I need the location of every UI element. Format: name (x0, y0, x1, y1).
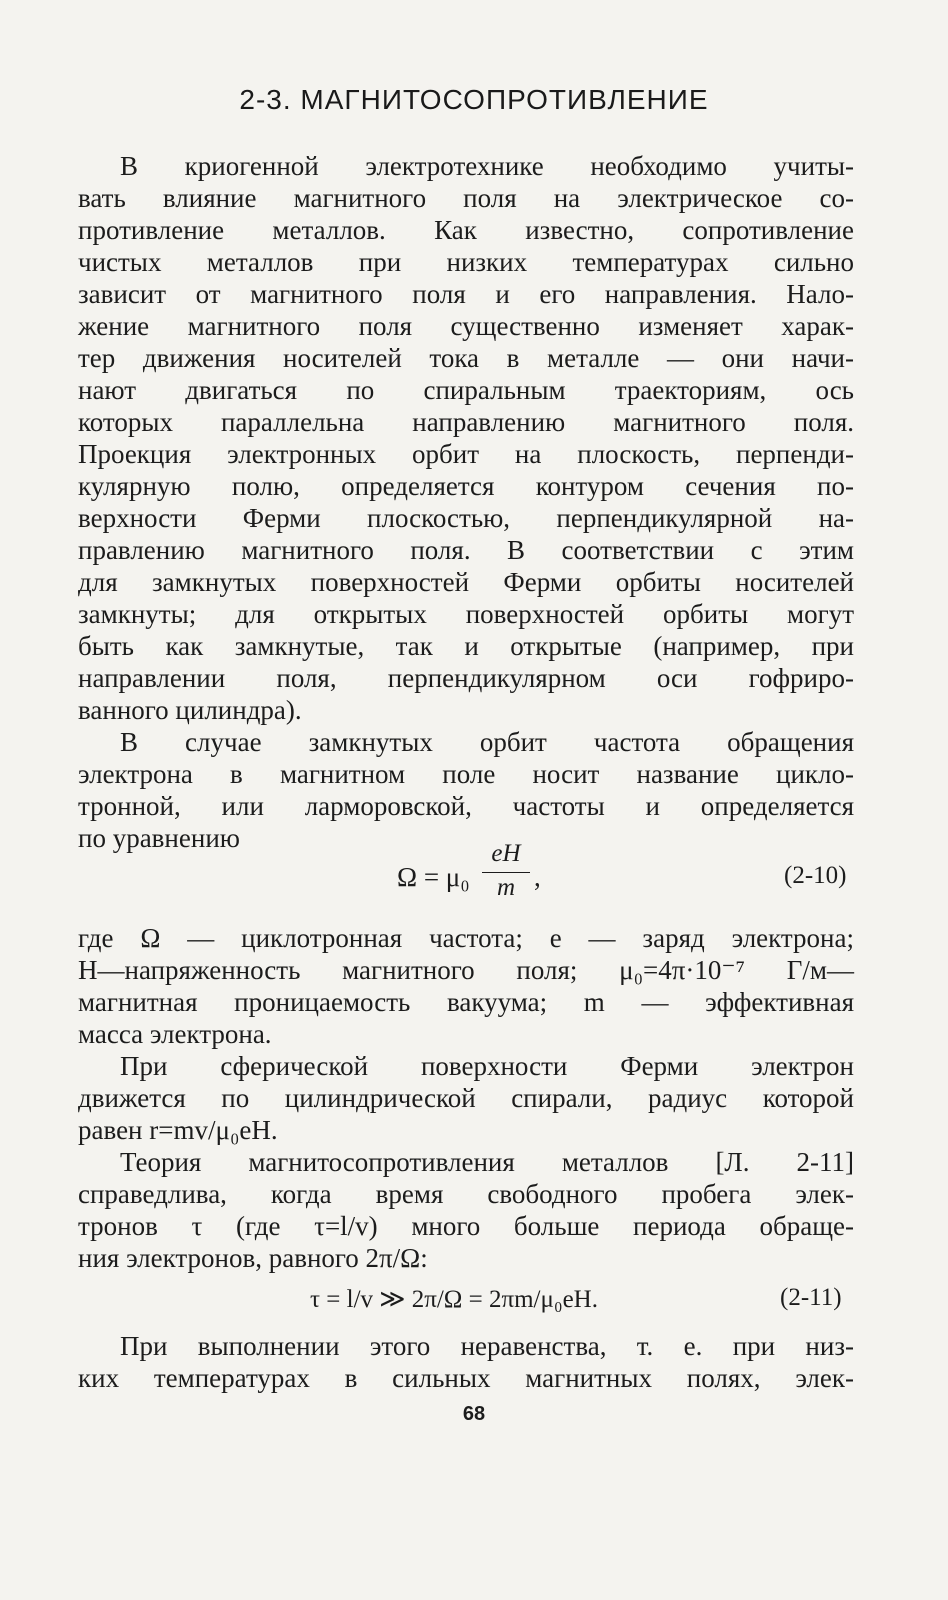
text-line: При выполнении этого неравенства, т. е. при низ- (120, 1331, 854, 1361)
text-line: направлении поля, перпендикулярном оси гофриро- (78, 663, 854, 693)
text-line: замкнуты; для открытых поверхностей орбиты могут (78, 599, 854, 629)
equation-comma: , (534, 862, 541, 892)
text-line: ванного цилиндра). (78, 695, 302, 725)
text-line: тронной, или ларморовской, частоты и определяется (78, 791, 854, 821)
text-line: справедлива, когда время свободного пробега элек- (78, 1179, 854, 1209)
text-line: правлению магнитного поля. В соответствии с этим (78, 535, 854, 565)
text-line: электрона в магнитном поле носит название цикло- (78, 759, 854, 789)
equation-number: (2-11) (780, 1284, 842, 1311)
text-line: H—напряженность магнитного поля; μ₀=4π·10⁻⁷ Г/м— (78, 955, 854, 985)
text-line: ких температурах в сильных магнитных полях, элек- (78, 1363, 854, 1393)
text-line: нают двигаться по спиральным траекториям, ось (78, 375, 854, 405)
text-line: магнитная проницаемость вакуума; m — эффективная (78, 987, 854, 1017)
text-line: масса электрона. (78, 1019, 272, 1049)
text-line: чистых металлов при низких температурах сильно (78, 247, 854, 277)
text-line: движется по цилиндрической спирали, радиус которой (78, 1083, 854, 1113)
text-line: верхности Ферми плоскостью, перпендикулярной на- (78, 503, 854, 533)
text-line: жение магнитного поля существенно изменяет харак- (78, 311, 854, 341)
equation-number: (2-10) (784, 862, 847, 889)
text-line: В криогенной электротехнике необходимо учиты- (120, 151, 854, 181)
text-line: тронов τ (где τ=l/v) много больше периода обраще- (78, 1211, 854, 1241)
text-line: Теория магнитосопротивления металлов [Л. 2-11] (120, 1147, 854, 1177)
text-line: вать влияние магнитного поля на электрическое со- (78, 183, 854, 213)
text-line: для замкнутых поверхностей Ферми орбиты носителей (78, 567, 854, 597)
text-line: где Ω — циклотронная частота; e — заряд электрона; (78, 923, 854, 953)
text-line: которых параллельна направлению магнитного поля. (78, 407, 854, 437)
equation-lhs: Ω = μ₀ (397, 862, 470, 892)
text-line: быть как замкнутые, так и открытые (например, при (78, 631, 854, 661)
text-line: зависит от магнитного поля и его направления. Нало- (78, 279, 854, 309)
page-number: 68 (462, 1403, 486, 1425)
fraction-numerator: eH (491, 840, 521, 867)
text-line: Проекция электронных орбит на плоскость, перпенди- (78, 439, 854, 469)
text-line: противление металлов. Как известно, сопротивление (78, 215, 854, 245)
text-line: При сферической поверхности Ферми электрон (120, 1051, 854, 1081)
equation-body: τ = l/v ≫ 2π/Ω = 2πm/μ₀eH. (310, 1286, 598, 1313)
section-title: 2-3. МАГНИТОСОПРОТИВЛЕНИЕ (239, 84, 709, 115)
text-line: В случае замкнутых орбит частота обращения (120, 727, 854, 757)
fraction-bar (482, 872, 530, 873)
text-line: тер движения носителей тока в металле — они начи- (78, 343, 854, 373)
text-line: кулярную полю, определяется контуром сечения по- (78, 471, 854, 501)
text-line: ния электронов, равного 2π/Ω: (78, 1243, 428, 1273)
text-line: по уравнению (78, 823, 240, 853)
text-line: равен r=mv/μ₀eH. (78, 1115, 278, 1145)
fraction-denominator: m (496, 874, 516, 901)
